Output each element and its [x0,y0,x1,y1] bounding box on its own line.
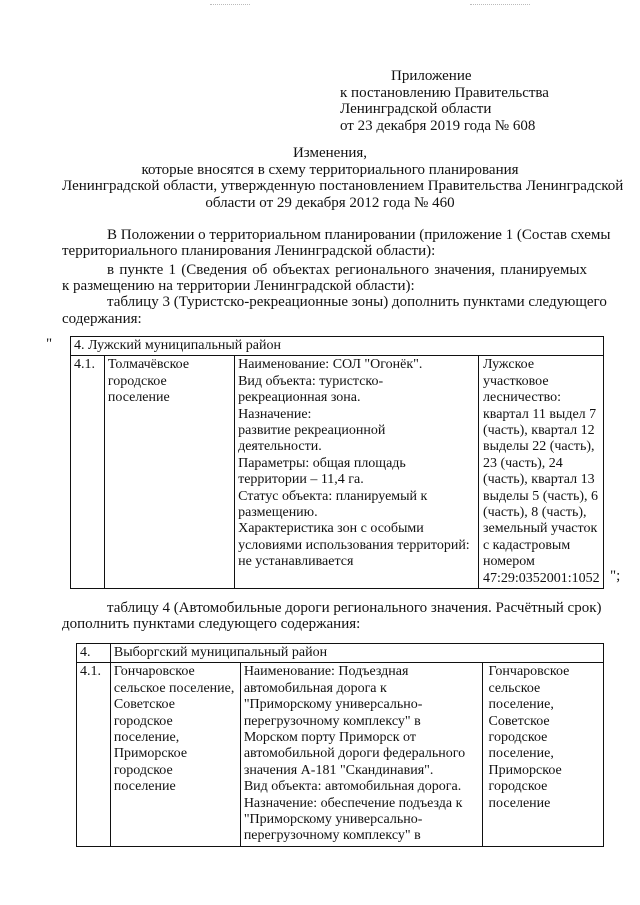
cell-line: (часть), 8 (часть), [482,505,587,521]
scan-artifact [210,4,250,6]
cell-line: "Приморскому универсально- [243,697,423,713]
cell-line: поселение [107,390,170,406]
cell-line: Гончаровское [488,664,570,680]
cell-line: сельское [488,680,541,696]
cell-line: Толмачёвское [107,357,190,373]
title-line: области от 29 декабря 2012 года № 460 [205,195,455,211]
table-row [77,663,604,846]
cell-line: Гончаровское [113,664,195,680]
cell-line: территории – 11,4 га. [238,472,364,488]
cell-line: Параметры: общая площадь [238,455,406,471]
title-line: Изменения, [292,145,368,161]
cell-line: Статус объекта: планируемый к [238,488,428,504]
description-cell [240,663,482,846]
header-line: от 23 декабря 2019 года № 608 [340,118,536,134]
closing-quote: "; [610,568,621,584]
cell-line: (часть), квартал 12 [482,423,595,439]
cell-line: поселение, [488,697,554,713]
cell-line: Приморское [488,762,562,778]
cell-line: выделы 22 (часть), [482,439,595,455]
cell-line: поселение [488,795,551,811]
cell-line: квартал 11 выдел 7 [482,406,597,422]
cell-line: сельское поселение, [113,680,235,696]
cell-line: земельный участок [482,521,598,537]
title-line: Ленинградской области, утвержденную постановлением Правительства Ленинградской [62,178,624,194]
settlement-cell [104,356,234,589]
cell-line: городское [113,713,173,729]
cell-line: Вид объекта: туристско- [238,373,384,389]
section-number: 4. [77,644,111,663]
cell-line: "Приморскому универсально- [243,812,423,828]
opening-quote: " [46,336,53,352]
location-cell [478,356,603,589]
cell-line: развитие рекреационной [238,423,386,439]
cell-line: условиями использования территорий: [238,537,470,553]
paragraph-line: содержания: [62,311,142,327]
header-line: Ленинградской области [340,101,492,117]
table-section-row [77,644,604,663]
table-tourist-zones [70,336,604,589]
cell-line: выделы 5 (часть), 6 [482,488,599,504]
table-section-row [71,337,604,356]
cell-line: с кадастровым [482,537,571,553]
cell-line: Назначение: [238,406,312,422]
cell-line: участковое [482,373,549,389]
row-number: 4.1. [77,663,111,846]
table-regional-roads [76,643,604,847]
cell-line: городское [488,730,548,746]
cell-line: городское [488,779,548,795]
cell-line: лесничество: [482,390,562,406]
cell-line: поселение, [113,730,180,746]
cell-line: 47:29:0352001:1052 [482,570,600,586]
cell-line: Лужское [482,357,535,373]
cell-line: (часть), квартал 13 [482,472,595,488]
cell-line: перегрузочному комплексу" в [243,828,421,844]
cell-line: автомобильной дороги федерального [243,746,466,762]
section-header: 4. Лужский муниципальный район [71,337,604,356]
description-cell [235,356,479,589]
cell-line: Вид объекта: автомобильная дорога. [243,779,462,795]
paragraph-line: к размещению на территории Ленинградской области): [62,278,415,294]
paragraph-line: В Положении о территориальном планировании (приложение 1 (Состав схемы [107,227,611,243]
cell-line: значения А-181 "Скандинавия". [243,762,434,778]
cell-line: Характеристика зон с особыми [238,521,424,537]
header-line: к постановлению Правительства [340,85,549,101]
paragraph-line: дополнить пунктами следующего содержания: [62,616,361,632]
cell-line: городское [107,373,167,389]
header-line: Приложение [391,68,472,84]
row-number: 4.1. [71,356,105,589]
cell-line: Наименование: СОЛ "Огонёк". [238,357,423,373]
cell-line: Назначение: обеспечение подъезда к [243,795,463,811]
cell-line: деятельности. [238,439,322,455]
cell-line: 23 (часть), 24 [482,455,563,471]
cell-line: Советское [113,697,175,713]
location-cell [482,663,603,846]
paragraph-line: таблицу 3 (Туристско-рекреационные зоны) дополнить пунктами следующего [107,294,607,310]
cell-line: не устанавливается [238,554,354,570]
paragraph-line: таблицу 4 (Автомобильные дороги регионального значения. Расчётный срок) [107,600,602,616]
paragraph-line: в пункте 1 (Сведения об объектах регионального значения, планируемых [107,262,587,278]
cell-line: городское [113,762,173,778]
cell-line: размещению. [238,505,318,521]
cell-line: автомобильная дорога к [243,680,387,696]
cell-line: поселение [113,779,176,795]
cell-line: Приморское [113,746,188,762]
cell-line: Наименование: Подъездная [243,664,409,680]
settlement-cell [110,663,240,846]
cell-line: рекреационная зона. [238,390,361,406]
title-line: которые вносятся в схему территориального планирования [141,162,519,178]
cell-line: Советское [488,713,550,729]
cell-line: номером [482,554,535,570]
cell-line: поселение, [488,746,554,762]
paragraph-line: территориального планирования Ленинградской области): [62,243,436,259]
table-row [71,356,604,589]
section-title: Выборгский муниципальный район [110,644,603,663]
cell-line: Морском порту Приморск от [243,730,416,746]
scan-artifact [470,4,530,6]
cell-line: перегрузочному комплексу" в [243,713,421,729]
